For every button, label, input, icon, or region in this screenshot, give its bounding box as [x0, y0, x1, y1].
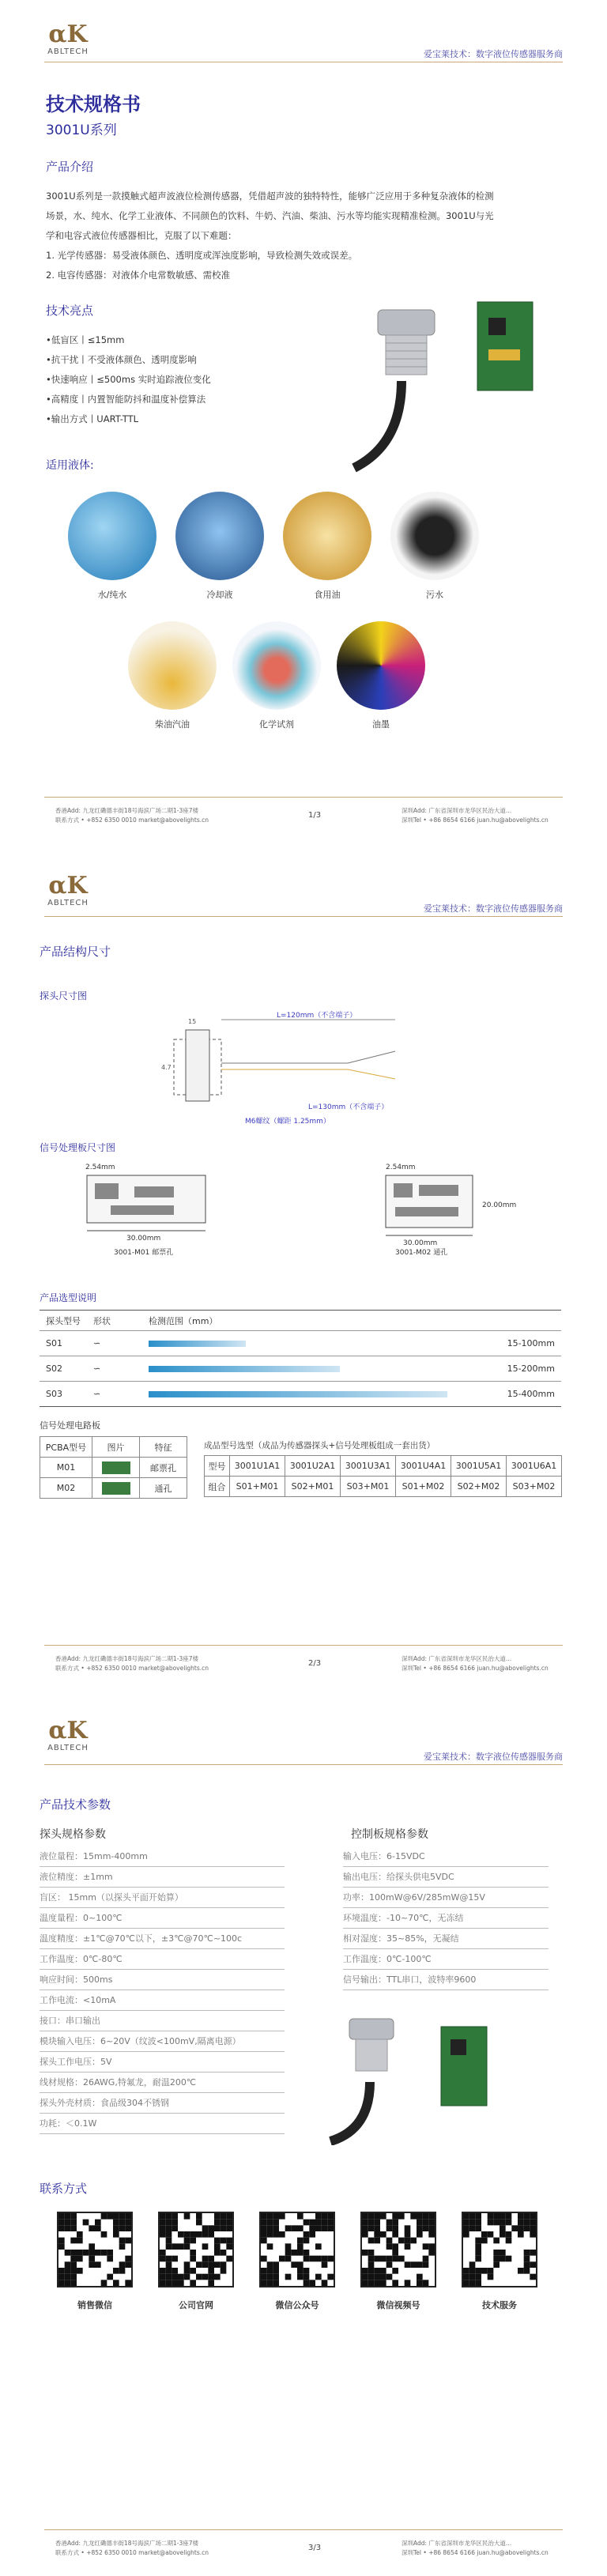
- qr-code-icon: [57, 2212, 133, 2287]
- svg-text:2.54mm: 2.54mm: [85, 1164, 115, 1171]
- probe-param-row: 探头工作电压：5V: [40, 2052, 285, 2072]
- liquid-oil: 食用油: [283, 492, 371, 601]
- cable-length-label-2: L=130mm（不含端子）: [308, 1103, 389, 1111]
- board-param-row: 输入电压：6-15VDC: [343, 1846, 549, 1867]
- probe-param-row: 液位精度：±1mm: [40, 1867, 285, 1888]
- table-row: S01 ∽ 15-100mm: [40, 1331, 561, 1356]
- board-param-row: 相对湿度：35~85%，无凝结: [343, 1929, 549, 1949]
- header-divider: [44, 1764, 563, 1765]
- probe-param-row: 液位量程：15mm-400mm: [40, 1846, 285, 1867]
- board-m02-drawing: [371, 1160, 530, 1247]
- highlights-heading: 技术亮点: [46, 304, 94, 318]
- board-param-row: 信号输出：TTL串口，波特率9600: [343, 1970, 549, 1990]
- footer-sz-address: 深圳Add: 广东省深圳市龙华区民治大道... 深圳Tel • +86 8654 6166 juan.hu@abovelights.cn: [402, 2540, 549, 2556]
- footer-hk-address: 香港Add: 九龙红磡德丰街18号海滨广场二期1-3座7楼 联系方式 • +852 6350 0010 market@abovelights.cn: [55, 2540, 209, 2556]
- svg-text:20.00mm: 20.00mm: [482, 1201, 517, 1209]
- qr-card: [57, 2212, 133, 2311]
- range-bar: [149, 1391, 447, 1397]
- qr-card: [462, 2212, 537, 2311]
- board-params-list: [343, 1846, 549, 1990]
- qr-card: [158, 2212, 234, 2311]
- qr-label: 技术服务: [482, 2300, 517, 2310]
- qr-code-icon: [259, 2212, 335, 2287]
- page-number: 2/3: [308, 1659, 322, 1668]
- probe-param-row: 响应时间：500ms: [40, 1970, 285, 1990]
- footer-divider: [44, 1645, 563, 1646]
- product-photo: [322, 2011, 560, 2145]
- series-name: 3001U系列: [46, 123, 117, 138]
- dim-15-label: 15: [188, 1018, 197, 1025]
- svg-text:2.54mm: 2.54mm: [386, 1164, 416, 1171]
- params-title: 产品技术参数: [40, 1797, 111, 1812]
- chemicals-icon: [232, 621, 321, 710]
- company-logo: αK ABLTECH: [47, 1717, 89, 1752]
- probe-dim-heading: 探头尺寸图: [40, 990, 88, 1001]
- footer-sz-address: 深圳Add: 广东省深圳市龙华区民治大道... 深圳Tel • +86 8654 6166 juan.hu@abovelights.cn: [402, 807, 549, 824]
- table-row: S02 ∽ 15-200mm: [40, 1356, 561, 1382]
- sewage-icon: [390, 492, 479, 580]
- contact-heading: 联系方式: [40, 2182, 88, 2196]
- liquids-row-2: [128, 621, 425, 730]
- header-divider: [44, 916, 563, 917]
- svg-text:30.00mm: 30.00mm: [403, 1239, 438, 1247]
- intro-text: 3001U系列是一款摸触式超声波液位检测传感器，凭借超声波的独特特性，能够广泛应用于多种复杂液体的检测 场景，水、纯水、化学工业液体、不同颜色的饮料、牛奶、汽油、柴油、污水等均能实现精准检测。3001U与光 学和电容式液位传感器相比，克服了以下难题： 1. 光学传感器：易受液体颜色、透明度或浑浊度影响，导致检测失效或误差。 2. 电容传感器：对液体介电常数敏感、需校准: [46, 190, 494, 281]
- table-row: M02 通孔: [40, 1478, 187, 1499]
- cable-length-label: L=120mm（不含端子）: [277, 1012, 357, 1020]
- qr-card: [259, 2212, 335, 2311]
- combo-heading: 成品型号选型（成品为传感器探头+信号处理板组成一套出货）: [204, 1441, 435, 1450]
- probe-param-row: 功耗：＜0.1W: [40, 2114, 285, 2134]
- table-row: M01 邮票孔: [40, 1458, 187, 1478]
- range-bar: [149, 1366, 340, 1372]
- probe-param-row: 温度精度：±1℃@70℃以下，±3℃@70℃~100c: [40, 1929, 285, 1949]
- page-2: [0, 842, 607, 1684]
- qr-label: 微信视频号: [376, 2300, 420, 2310]
- qr-codes: [57, 2212, 537, 2311]
- liquid-water: 水/纯水: [68, 492, 156, 601]
- board-param-row: 输出电压：给探头供电5VDC: [343, 1867, 549, 1888]
- range-bar: [149, 1341, 246, 1347]
- probe-param-row: 工作温度：0℃-80℃: [40, 1949, 285, 1970]
- header-slogan: 爱宝莱技术：数字液位传感器服务商: [424, 1752, 563, 1762]
- liquid-chemicals: 化学试剂: [232, 621, 321, 730]
- board-model-table: PCBA型号 图片 特征 M01 邮票孔 M02 通孔: [40, 1436, 187, 1499]
- probe-param-row: 接口：串口输出: [40, 2011, 285, 2031]
- combo-table: 型号 3001U1A1 3001U2A1 3001U3A1 3001U4A1 3001U5A1 3001U6A1 组合 S01+M01 S02+M01 S03+M01 S01+M02 S02+M02 S03+M02: [204, 1455, 562, 1497]
- footer-hk-address: 香港Add: 九龙红磡德丰街18号海滨广场二期1-3座7楼 联系方式 • +852 6350 0010 market@abovelights.cn: [55, 1655, 209, 1672]
- model-heading: 产品选型说明: [40, 1292, 97, 1303]
- board-table-heading: 信号处理电路板: [40, 1420, 100, 1431]
- board-m01-caption: 3001-M01 邮票孔: [114, 1249, 174, 1257]
- liquid-coolant: 冷却液: [175, 492, 264, 601]
- board-param-row: 功率：100mW@6V/285mW@15V: [343, 1888, 549, 1908]
- probe-params-list: [40, 1846, 285, 2134]
- header-slogan: 爱宝莱技术：数字液位传感器服务商: [424, 903, 563, 914]
- board-param-row: 工作温度：0℃-100℃: [343, 1949, 549, 1970]
- svg-text:30.00mm: 30.00mm: [126, 1235, 161, 1243]
- qr-label: 微信公众号: [275, 2300, 319, 2310]
- qr-label: 公司官网: [179, 2300, 213, 2310]
- probe-param-row: 线材规格：26AWG,特氟龙，耐温200℃: [40, 2072, 285, 2093]
- table-row: S03 ∽ 15-400mm: [40, 1382, 561, 1407]
- product-photo: [330, 294, 567, 476]
- qr-label: 销售微信: [77, 2300, 112, 2310]
- page-number: 3/3: [308, 2544, 322, 2552]
- liquid-ink: 油墨: [337, 621, 425, 730]
- header-slogan: 爱宝莱技术：数字液位传感器服务商: [424, 49, 563, 59]
- thread-label: M6螺纹（螺距 1.25mm）: [245, 1118, 330, 1126]
- liquids-row-1: [68, 492, 479, 601]
- dim-4-label: 4.7: [161, 1064, 172, 1071]
- liquid-sewage: 污水: [390, 492, 479, 601]
- probe-param-row: 探头外壳材质：食品级304不锈钢: [40, 2093, 285, 2114]
- probe-dimension-drawing: [158, 1008, 458, 1126]
- probe-param-row: 工作电流：<10mA: [40, 1990, 285, 2011]
- qr-code-icon: [360, 2212, 436, 2287]
- probe-param-row: 模块输入电压：6~20V（纹波<100mV,隔离电源）: [40, 2031, 285, 2052]
- company-logo: αK ABLTECH: [47, 872, 89, 907]
- page-number: 1/3: [308, 811, 322, 820]
- company-logo: αK ABLTECH: [47, 21, 89, 56]
- board-m02-caption: 3001-M02 通孔: [395, 1249, 448, 1257]
- probe-param-row: 温度量程：0~100℃: [40, 1908, 285, 1929]
- probe-params-heading: 探头规格参数: [40, 1828, 106, 1841]
- footer-divider: [44, 797, 563, 798]
- qr-code-icon: [462, 2212, 537, 2287]
- qr-card: [360, 2212, 436, 2311]
- liquids-heading: 适用液体:: [46, 459, 94, 472]
- coolant-icon: [175, 492, 264, 580]
- doc-title: 技术规格书: [46, 93, 141, 115]
- page-1: [0, 0, 607, 842]
- board-param-row: 环境温度：-10~70℃，无冻结: [343, 1908, 549, 1929]
- footer-divider: [44, 2529, 563, 2530]
- highlights-list: •低盲区丨≤15mm •抗干扰丨不受液体颜色、透明度影响 •快速响应丨≤500ms 实时追踪液位变化 •高精度丨内置智能防抖和温度补偿算法 •输出方式丨UART-TTL: [46, 334, 211, 424]
- water-icon: [68, 492, 156, 580]
- diesel-icon: [128, 621, 217, 710]
- footer-hk-address: 香港Add: 九龙红磡德丰街18号海滨广场二期1-3座7楼 联系方式 • +852 6350 0010 market@abovelights.cn: [55, 807, 209, 824]
- structure-title: 产品结构尺寸: [40, 945, 111, 959]
- oil-icon: [283, 492, 371, 580]
- qr-code-icon: [158, 2212, 234, 2287]
- page-3: [0, 1684, 607, 2576]
- liquid-diesel: 柴油汽油: [128, 621, 217, 730]
- probe-model-table: 探头型号 形状 检测范围（mm） S01 ∽ 15-100mm S02 ∽ 15-200mm S03 ∽ 15-400mm: [40, 1310, 561, 1407]
- intro-heading: 产品介绍: [46, 160, 94, 174]
- probe-param-row: 盲区： 15mm（以探头平面开始算）: [40, 1888, 285, 1908]
- ink-icon: [337, 621, 425, 710]
- board-dim-heading: 信号处理板尺寸图: [40, 1142, 116, 1153]
- board-m01-drawing: [79, 1160, 229, 1247]
- footer-sz-address: 深圳Add: 广东省深圳市龙华区民治大道... 深圳Tel • +86 8654 6166 juan.hu@abovelights.cn: [402, 1655, 549, 1672]
- board-params-heading: 控制板规格参数: [351, 1828, 428, 1841]
